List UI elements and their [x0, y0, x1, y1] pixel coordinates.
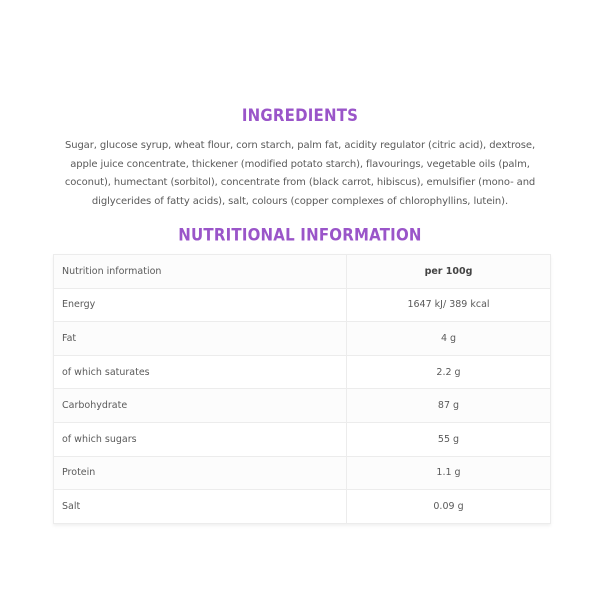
nutrient-name: Carbohydrate	[54, 389, 347, 423]
nutrient-value: 1647 kJ/ 389 kcal	[347, 288, 551, 322]
table-row	[54, 322, 551, 356]
table-row	[54, 422, 551, 456]
nutrient-name: of which sugars	[54, 422, 347, 456]
nutrient-name: Salt	[54, 490, 347, 524]
nutrient-name: Protein	[54, 456, 347, 490]
nutrition-table-header-row	[54, 255, 551, 289]
nutrition-header-value: per 100g	[347, 255, 551, 289]
nutrient-name: Energy	[54, 288, 347, 322]
nutrition-table	[53, 254, 551, 524]
nutrient-value: 0.09 g	[347, 490, 551, 524]
nutrient-value: 1.1 g	[347, 456, 551, 490]
ingredients-heading: INGREDIENTS	[241, 104, 359, 126]
nutrient-value: 87 g	[347, 389, 551, 423]
nutrient-name: of which saturates	[54, 355, 347, 389]
table-row	[54, 456, 551, 490]
nutrient-name: Fat	[54, 322, 347, 356]
ingredients-text: Sugar, glucose syrup, wheat flour, corn starch, palm fat, acidity regulator (citric acid), dextrose, apple juice concentrate, thickener (modified potato starch), flavourings, vegetable oils (palm, coconut), humectant (sorbitol), concentrate from (black carrot, hibiscus), emulsifier (mono- and diglycerides of fatty acids), salt, colours (copper complexes of chlorophyllins, lutein).	[64, 140, 536, 207]
nutrient-value: 55 g	[347, 422, 551, 456]
nutrition-header-name: Nutrition information	[54, 255, 347, 289]
nutrient-value: 4 g	[347, 322, 551, 356]
nutrient-value: 2.2 g	[347, 355, 551, 389]
table-row	[54, 355, 551, 389]
nutrition-heading: NUTRITIONAL INFORMATION	[178, 224, 422, 246]
table-row	[54, 288, 551, 322]
table-row	[54, 389, 551, 423]
table-row	[54, 490, 551, 524]
